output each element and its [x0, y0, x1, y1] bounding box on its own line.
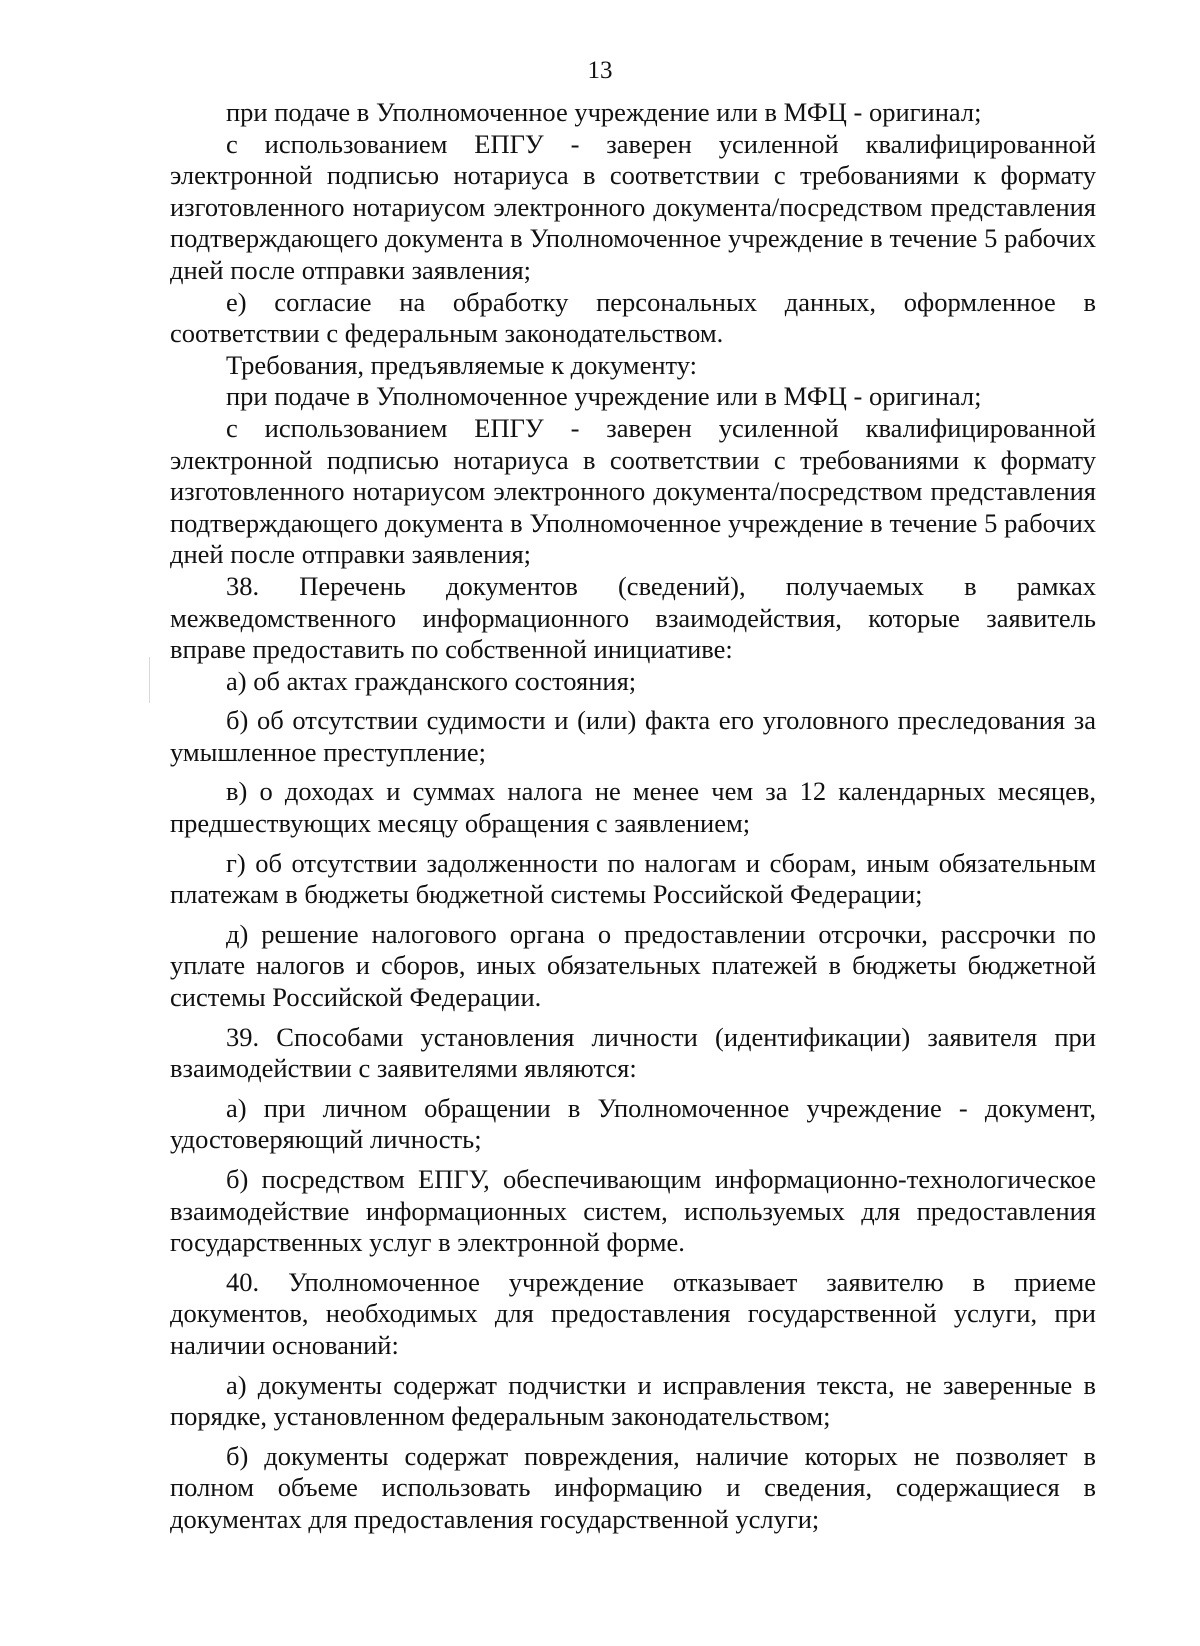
scan-margin-mark: [149, 657, 150, 703]
paragraph-38-v: в) о доходах и суммах налога не менее чем за 12 календарных месяцев, предшествующих месяцу обращения с заявлением;: [170, 776, 1096, 839]
paragraph-38-d: д) решение налогового органа о предоставлении отсрочки, рассрочки по уплате налогов и сборов, иных обязательных платежей в бюджеты бюджетной системы Российской Федерации.: [170, 918, 1096, 1013]
paragraph-40-b: б) документы содержат повреждения, наличие которых не позволяет в полном объеме использовать информацию и сведения, содержащиеся в документах для предоставления государственной услуги;: [170, 1440, 1096, 1534]
paragraph-section-38: 38. Перечень документов (сведений), получаемых в рамках межведомственного информационного взаимодействия, которые заявитель вправе предоставить по собственной инициативе:: [170, 570, 1096, 665]
paragraph-epgu-requirements-2: с использованием ЕПГУ - заверен усиленной квалифицированной электронной подписью нотариуса в соответствии с требованиями к формату изготовленного нотариусом электронного документа/посредством представления подтверждающего документа в Уполномоченное учреждение в течение 5 рабочих дней после отправки заявления;: [170, 412, 1096, 570]
paragraph-39-a: а) при личном обращении в Уполномоченное учреждение - документ, удостоверяющий личность;: [170, 1092, 1096, 1155]
paragraph-epgu-requirements: с использованием ЕПГУ - заверен усиленной квалифицированной электронной подписью нотариуса в соответствии с требованиями к формату изготовленного нотариусом электронного документа/посредством представления подтверждающего документа в Уполномоченное учреждение в течение 5 рабочих дней после отправки заявления;: [170, 128, 1096, 285]
document-body: [170, 97, 1096, 1536]
paragraph-38-b: б) об отсутствии судимости и (или) факта его уголовного преследования за умышленное преступление;: [170, 705, 1096, 767]
page-number: 13: [587, 57, 613, 84]
paragraph-item-e-consent: е) согласие на обработку персональных данных, оформленное в соответствии с федеральным законодательством.: [170, 286, 1096, 349]
paragraph-original-submission: при подаче в Уполномоченное учреждение или в МФЦ - оригинал;: [226, 97, 982, 127]
paragraph-section-39: 39. Способами установления личности (идентификации) заявителя при взаимодействии с заявителями являются:: [170, 1021, 1096, 1084]
paragraph-39-b: б) посредством ЕПГУ, обеспечивающим информационно-технологическое взаимодействие информационных систем, используемых для предоставления государственных услуг в электронной форме.: [170, 1164, 1096, 1258]
paragraph-40-a: а) документы содержат подчистки и исправления текста, не заверенные в порядке, установленном федеральным законодательством;: [170, 1369, 1096, 1432]
paragraph-38-a: а) об актах гражданского состояния;: [226, 665, 637, 696]
paragraph-section-40: 40. Уполномоченное учреждение отказывает заявителю в приеме документов, необходимых для предоставления государственной услуги, при наличии оснований:: [170, 1266, 1096, 1360]
paragraph-original-submission-2: при подаче в Уполномоченное учреждение или в МФЦ - оригинал;: [226, 381, 982, 412]
paragraph-document-requirements: Требования, предъявляемые к документу:: [226, 349, 698, 380]
paragraph-38-g: г) об отсутствии задолженности по налогам и сборам, иным обязательным платежам в бюджеты бюджетной системы Российской Федерации;: [170, 847, 1096, 910]
